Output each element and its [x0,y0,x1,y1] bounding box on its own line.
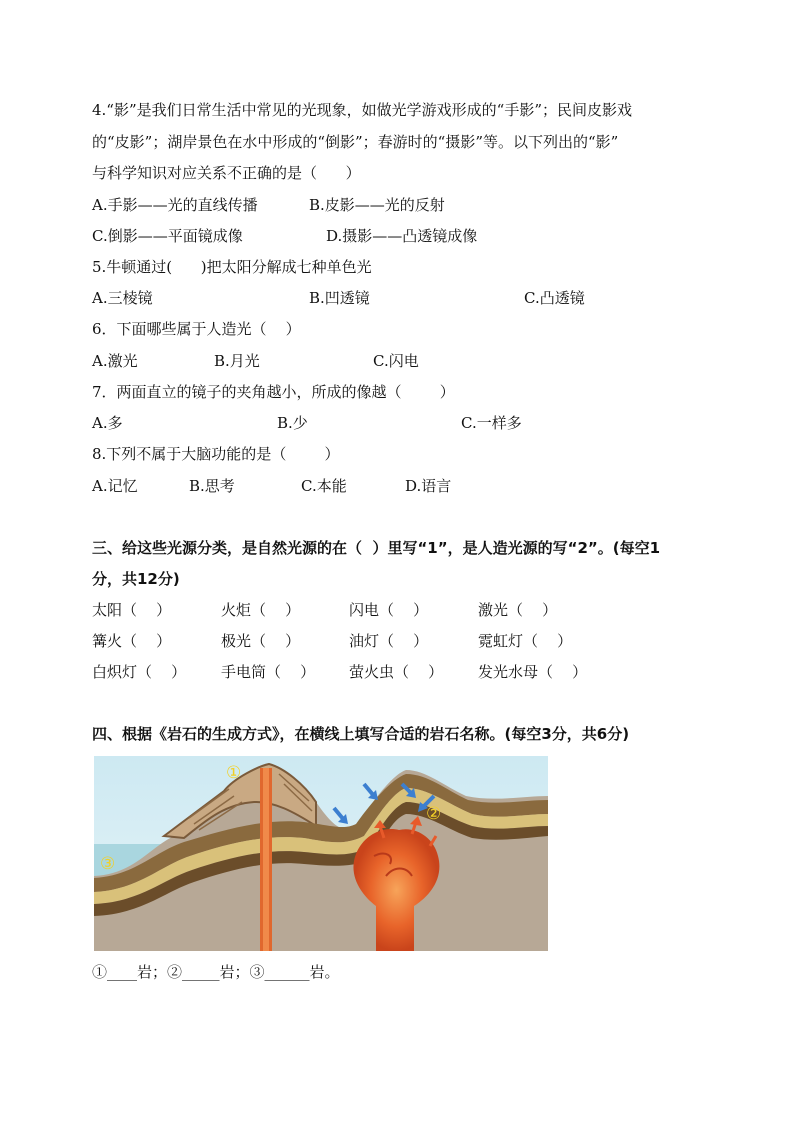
rock-answer-line: ①____岩；②_____岩；③______岩。 [92,963,340,981]
light-source-item[interactable]: 手电筒（ ） [221,663,316,681]
q4-option-a: A.手影——光的直线传播 [92,196,258,214]
rock-formation-illustration [94,756,548,951]
light-source-item[interactable]: 闪电（ ） [349,601,429,619]
light-source-item[interactable]: 激光（ ） [478,601,558,619]
q5-option-c: C.凸透镜 [524,289,585,307]
light-source-item[interactable]: 油灯（ ） [349,632,429,650]
q8-option-b: B.思考 [189,477,235,495]
q7-stem: 7．两面直立的镜子的夹角越小，所成的像越（ ） [92,383,455,401]
light-source-item[interactable]: 白炽灯（ ） [92,663,187,681]
q4-stem-line2: 的“皮影”；湖岸景色在水中形成的“倒影”；春游时的“摄影”等。以下列出的“影” [92,133,619,151]
q4-option-c: C.倒影——平面镜成像 [92,227,243,245]
light-source-item[interactable]: 萤火虫（ ） [349,663,444,681]
q8-stem: 8.下列不属于大脑功能的是（ ） [92,445,340,463]
light-source-item[interactable]: 太阳（ ） [92,601,172,619]
q6-stem: 6．下面哪些属于人造光（ ） [92,320,301,338]
marker-2: ② [426,804,442,824]
section3-title-line1: 三、给这些光源分类，是自然光源的在（ ）里写“1”，是人造光源的写“2”。(每空1 [92,539,661,557]
light-source-item[interactable]: 篝火（ ） [92,632,172,650]
q4-option-b: B.皮影——光的反射 [309,196,445,214]
q5-option-b: B.凹透镜 [309,289,370,307]
q7-option-b: B.少 [277,414,308,432]
marker-3: ③ [100,854,116,874]
light-source-item[interactable]: 极光（ ） [221,632,301,650]
light-source-item[interactable]: 火炬（ ） [221,601,301,619]
q7-option-a: A.多 [92,414,123,432]
q5-option-a: A.三棱镜 [92,289,153,307]
q8-option-a: A.记忆 [92,477,138,495]
q4-option-d: D.摄影——凸透镜成像 [326,227,478,245]
section3-title-line2: 分，共12分) [92,570,180,588]
light-source-item[interactable]: 发光水母（ ） [478,663,588,681]
q6-option-a: A.激光 [92,352,138,370]
rock-formation-diagram [94,756,548,951]
q7-option-c: C.一样多 [461,414,522,432]
q8-option-c: C.本能 [301,477,347,495]
q6-option-b: B.月光 [214,352,260,370]
marker-1: ① [226,763,242,783]
light-source-item[interactable]: 霓虹灯（ ） [478,632,573,650]
q5-stem: 5.牛顿通过( )把太阳分解成七种单色光 [92,258,372,276]
q8-option-d: D.语言 [405,477,452,495]
q6-option-c: C.闪电 [373,352,419,370]
q4-stem-line1: 4.“影”是我们日常生活中常见的光现象，如做光学游戏形成的“手影”；民间皮影戏 [92,101,632,119]
section4-title: 四、根据《岩石的生成方式》，在横线上填写合适的岩石名称。(每空3分，共6分) [92,725,630,743]
q4-stem-line3: 与科学知识对应关系不正确的是（ ） [92,164,361,182]
